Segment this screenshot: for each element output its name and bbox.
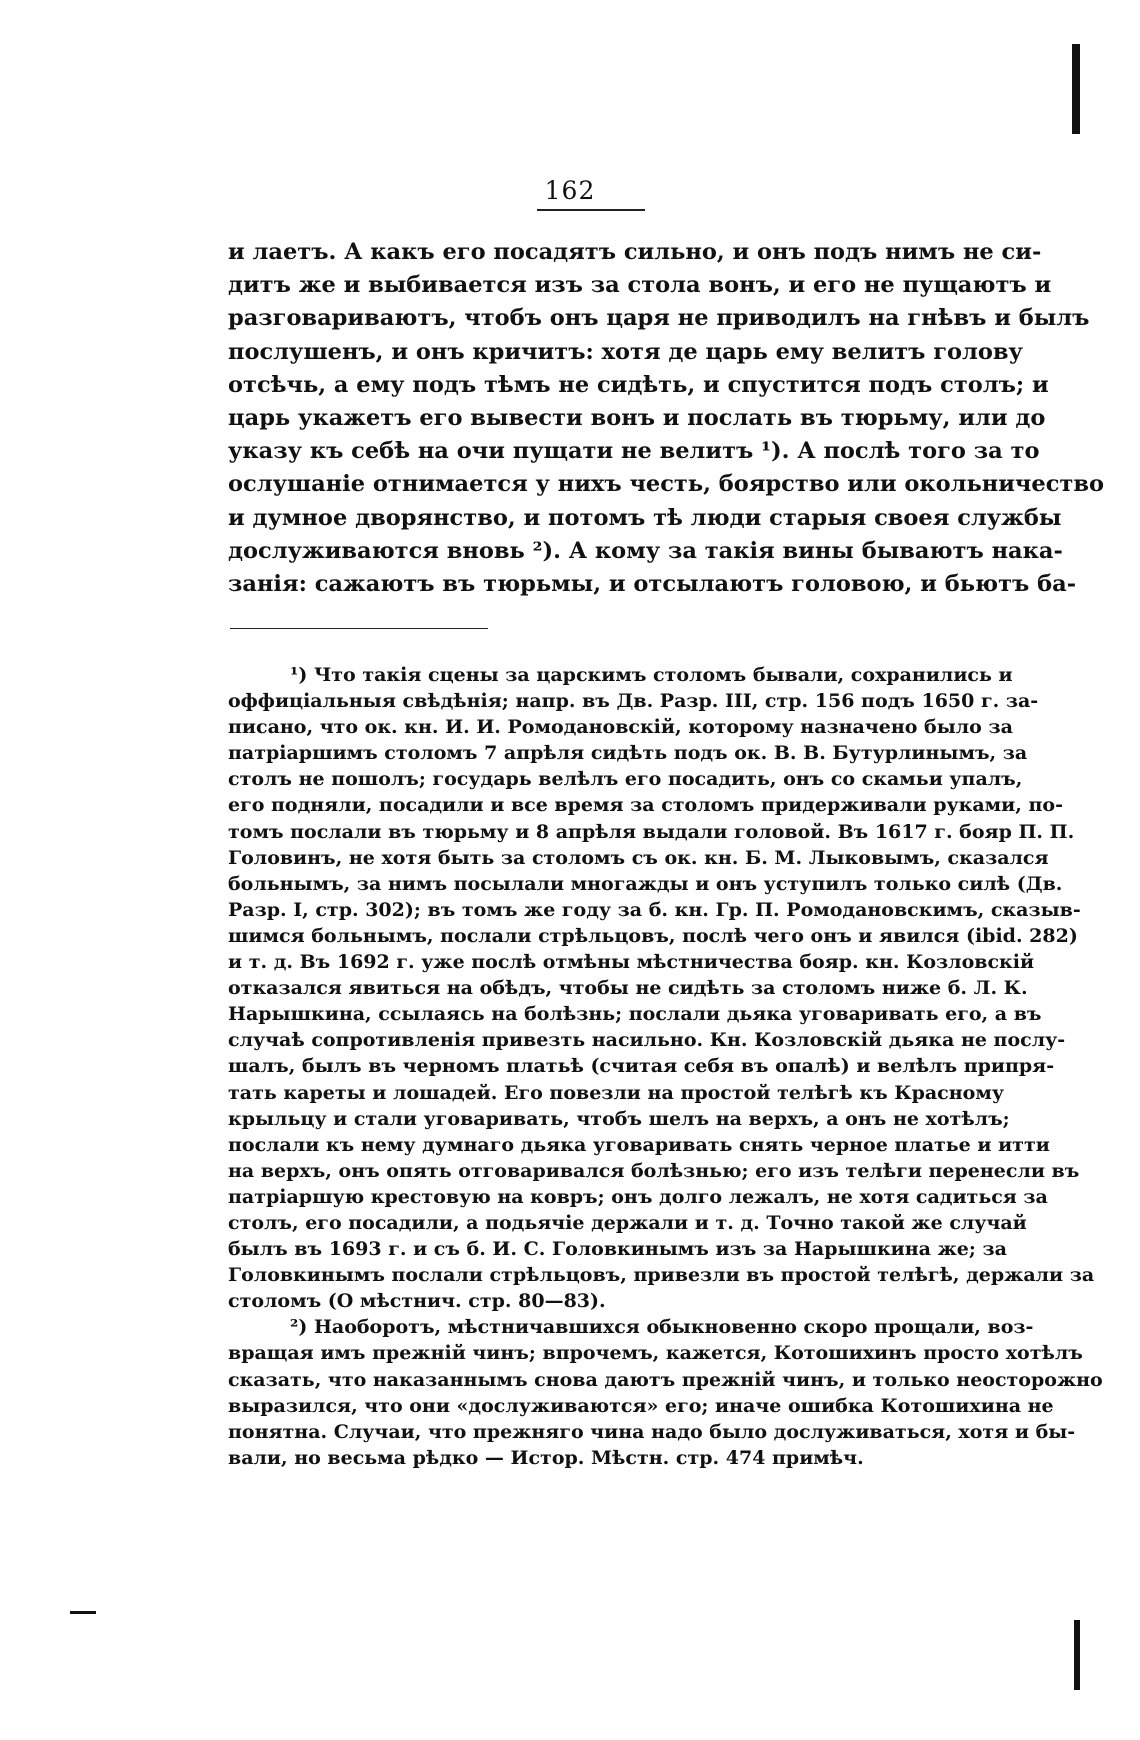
- main-text-line: указу къ себѣ на очи пущати не велитъ ¹). А послѣ того за то: [228, 438, 1040, 465]
- main-text-line: послушенъ, и онъ кричитъ: хотя де царь ему велитъ голову: [228, 338, 1023, 365]
- footnote-line: его подняли, посадили и все время за столомъ придерживали руками, по-: [228, 794, 1063, 817]
- footnote-line: случаѣ сопротивленія привезть насильно. Кн. Козловскій дьяка не послу-: [228, 1029, 1066, 1052]
- main-text-block: [228, 236, 1104, 601]
- footnote-line: Головкинымъ послали стрѣльцовъ, привезли въ простой телѣгѣ, держали за: [228, 1264, 1095, 1287]
- main-text-line: дитъ же и выбивается изъ за стола вонъ, и его не пущаютъ и: [228, 272, 1052, 299]
- main-text-line: царь укажетъ его вывести вонъ и послать въ тюрьму, или до: [228, 404, 1046, 431]
- footnote-line: послали къ нему думнаго дьяка уговаривать снять черное платье и итти: [228, 1133, 1050, 1156]
- footnote-line: на верхъ, онъ опять отговаривался болѣзнью; его изъ телѣги перенесли въ: [228, 1159, 1080, 1182]
- footnote-separator: [230, 628, 488, 629]
- footnote-line: патріаршимъ столомъ 7 апрѣля сидѣть подъ ок. В. В. Бутурлинымъ, за: [228, 742, 1028, 765]
- footnote-line: и т. д. Въ 1692 г. уже послѣ отмѣны мѣстничества бояр. кн. Козловскій: [228, 951, 1035, 974]
- scan-edge-mark-bottom-right: [1074, 1620, 1080, 1690]
- footnote-marker: ²): [290, 1316, 308, 1339]
- footnote-line: столъ, его посадили, а подьячіе держали и т. д. Точно такой же случай: [228, 1211, 1027, 1234]
- footnote-line: крыльцу и стали уговаривать, чтобъ шелъ на верхъ, а онъ не хотѣлъ;: [228, 1107, 1010, 1130]
- footnote-line: Головинъ, не хотя быть за столомъ съ ок. кн. Б. М. Лыковымъ, сказался: [228, 846, 1049, 869]
- footnote-line: тать кареты и лошадей. Его повезли на простой телѣгѣ къ Красному: [228, 1081, 1004, 1104]
- footnote-line: столъ не пошолъ; государь велѣлъ его посадить, онъ со скамьи упалъ,: [228, 768, 1023, 791]
- footnote-line: патріаршую крестовую на ковръ; онъ долго лежалъ, не хотя садиться за: [228, 1185, 1048, 1208]
- footnote-line: больнымъ, за нимъ посылали многажды и онъ уступилъ только силѣ (Дв.: [228, 872, 1063, 895]
- footnote-line: сказать, что наказаннымъ снова даютъ прежній чинъ, и только неосторожно: [228, 1368, 1103, 1391]
- main-text-line: и думное дворянство, и потомъ тѣ люди старыя своея службы: [228, 504, 1062, 531]
- footnotes-block: [228, 662, 1103, 1471]
- scan-edge-mark-top-right: [1072, 44, 1080, 134]
- footnote-line: оффиціальныя свѣдѣнія; напр. въ Дв. Разр. III, стр. 156 подъ 1650 г. за-: [228, 690, 1039, 713]
- footnote-line: былъ въ 1693 г. и съ б. И. С. Головкинымъ изъ за Нарышкина же; за: [228, 1238, 1007, 1261]
- footnote-line: вали, но весьма рѣдко — Истор. Мѣстн. стр. 474 примѣч.: [228, 1446, 864, 1469]
- footnote-line: вращая имъ прежній чинъ; впрочемъ, кажется, Котошихинъ просто хотѣлъ: [228, 1342, 1083, 1365]
- footnote-line: шимся больнымъ, послали стрѣльцовъ, послѣ чего онъ и явился (ibid. 282): [228, 924, 1078, 947]
- footnote-line: [228, 662, 1013, 688]
- footnote-line: Разр. I, стр. 302); въ томъ же году за б. кн. Гр. П. Ромодановскимъ, сказыв-: [228, 898, 1081, 921]
- page-number: 162: [544, 176, 596, 205]
- main-text-line: и лаетъ. А какъ его посадятъ сильно, и онъ подъ нимъ не си-: [228, 239, 1042, 265]
- main-text-line: ослушаніе отнимается у нихъ честь, боярство или окольничество: [228, 471, 1104, 498]
- footnote-line: столомъ (О мѣстнич. стр. 80—83).: [228, 1290, 606, 1313]
- footnote-line: [228, 1314, 1034, 1340]
- footnote-line: писано, что ок. кн. И. И. Ромодановскій, которому назначено было за: [228, 716, 1013, 739]
- footnote-text: Что такія сцены за царскимъ столомъ бывали, сохранились и: [313, 664, 1013, 686]
- footnote-line: выразился, что они «дослуживаются» его; иначе ошибка Котошихина не: [228, 1394, 1054, 1417]
- main-text-line: занія: сажаютъ въ тюрьмы, и отсылаютъ головою, и бьютъ ба-: [228, 570, 1077, 597]
- footnote-line: понятна. Случаи, что прежняго чина надо было дослуживаться, хотя и бы-: [228, 1420, 1076, 1443]
- main-text-line: дослуживаются вновь ²). А кому за такія вины бываютъ нака-: [228, 537, 1063, 564]
- footnote-line: томъ послали въ тюрьму и 8 апрѣля выдали головой. Въ 1617 г. бояр П. П.: [228, 820, 1075, 843]
- scan-edge-mark-bottom-left: [70, 1611, 96, 1614]
- footnote-text: Наоборотъ, мѣстничавшихся обыкновенно скоро прощали, воз-: [313, 1316, 1034, 1339]
- footnote-marker: ¹): [290, 664, 308, 686]
- footnote-line: Нарышкина, ссылаясь на болѣзнь; послали дьяка уговаривать его, а въ: [228, 1003, 1042, 1026]
- main-text-line: отсѣчь, а ему подъ тѣмъ не сидѣть, и спустится подъ столъ; и: [228, 371, 1049, 398]
- page-number-underline: [537, 209, 645, 211]
- footnote-line: шалъ, былъ въ черномъ платьѣ (считая себя въ опалѣ) и велѣлъ припря-: [228, 1055, 1055, 1078]
- footnote-line: отказался явиться на обѣдъ, чтобы не сидѣть за столомъ ниже б. Л. К.: [228, 977, 1028, 1000]
- main-text-line: разговариваютъ, чтобъ онъ царя не приводилъ на гнѣвъ и былъ: [228, 305, 1090, 332]
